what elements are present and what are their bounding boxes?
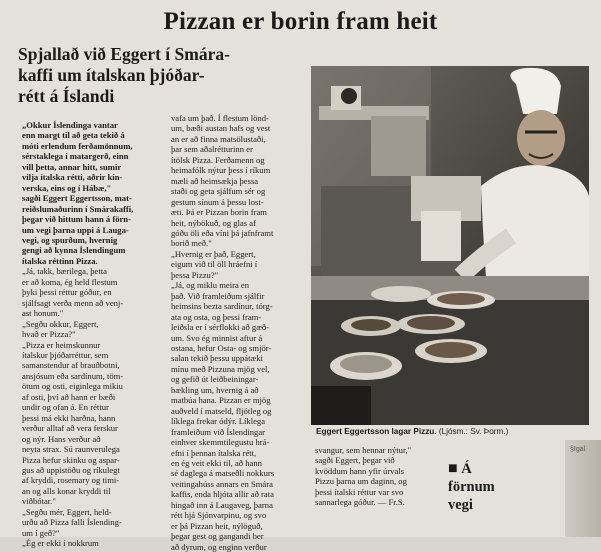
text-line: þegar við hittum hann á förn- xyxy=(22,214,131,225)
text-line: ansjósum eða sardínum, töm- xyxy=(22,370,124,381)
text-line: hingað inn á Laugaveg, þarna xyxy=(171,499,273,510)
text-line: er þá Pizzan heit, nýlöguð, xyxy=(171,520,263,531)
text-line: gengi að kynna Íslendingum xyxy=(22,245,126,256)
text-line: góðu öli eða víni þá jafnframt xyxy=(171,227,274,238)
headline: Pizzan er borin fram heit xyxy=(163,8,438,35)
text-line: af osti, því að hann er bæði xyxy=(22,391,116,402)
text-line: sagði Eggert, þegar við xyxy=(315,455,395,466)
text-line: vafa um það. Í flestum lönd- xyxy=(171,113,269,123)
text-line: sérstaklega í matargerð, einn xyxy=(22,151,129,162)
text-line: „Já, takk, bærilega, þetta xyxy=(22,266,107,277)
text-line: Pizza hefur skinku og aspar- xyxy=(22,454,120,465)
article-column-3 xyxy=(315,445,450,508)
text-line: þegar gest og gangandi ber xyxy=(171,531,264,542)
text-line: heimsins bezta sardínur, tórg- xyxy=(171,301,273,312)
text-line: vilja ítalska rétti, aðrir kín- xyxy=(22,172,123,183)
text-line: en ég veit ekki til, að hann xyxy=(171,457,262,468)
text-line: að dyrum, og enginn verður xyxy=(171,541,267,552)
text-line: æti. Þá er Pizzan borin fram xyxy=(171,207,267,218)
text-line: líklega frekar ódýr. Líklega xyxy=(171,416,266,427)
text-line: „Pizza er heimskunnur xyxy=(22,339,101,350)
text-line: veitingahúss annars en Smára xyxy=(171,478,273,489)
photo-caption xyxy=(316,427,601,436)
text-line: og gefið út leiðbeiningar- xyxy=(171,374,259,385)
text-line: reiðslumaðurinn í Smárakaffi, xyxy=(22,203,134,214)
text-line: hvað er Pizza?" xyxy=(22,329,76,340)
text-line: ítölsk Pizza. Ferðamenn og xyxy=(171,154,265,165)
caption-name: Eggert Eggertsson lagar Pizzu. xyxy=(316,427,437,436)
text-line: sannarlega góður. — Fr.S. xyxy=(315,497,405,508)
text-line: ötum og osti, eiginlega mikiu xyxy=(22,381,123,392)
text-line: gus að uppistöðu og ríkulegt xyxy=(22,464,120,475)
text-line: viðbótar." xyxy=(22,496,56,507)
text-line: vill þetta, annar hitt, sumir xyxy=(22,161,122,172)
subhead-line: rétt á Íslandi xyxy=(18,86,115,106)
text-line: rétt hjá Sjónvarpinu, og svo xyxy=(171,510,267,521)
text-line: salan tekið þessu uppátæki xyxy=(171,353,263,364)
text-line: mínu með Pizzuna mjög vel, xyxy=(171,363,270,374)
subhead-line: kaffi um ítalskan þjóðar- xyxy=(18,65,205,85)
text-line: framleiðum við Íslendingar xyxy=(171,426,266,437)
text-line: þessi má ekki harðna, hann xyxy=(22,412,116,423)
adjacent-clipping-text: §Igal xyxy=(570,446,586,453)
text-line: „Ég er ekki í nokkrum xyxy=(22,538,99,549)
text-line: leiðsla er í sérflokki að gæð- xyxy=(171,322,270,333)
text-line: staði og geta sjálfum sér og xyxy=(171,186,266,197)
text-line: og nýr. Hans verður að xyxy=(22,433,101,444)
text-line: heit, nýbökuð, og glas af xyxy=(171,217,256,228)
box-word: förnum xyxy=(448,479,495,495)
text-line: móti erlendum ferðamönnum, xyxy=(22,140,133,151)
text-line: gestum sínum á þessu lost- xyxy=(171,196,264,207)
subhead-line: Spjallað við Eggert í Smára- xyxy=(18,44,230,64)
text-line: kvöddum hann yfir úrvals xyxy=(315,465,405,476)
text-line: ata og osta, og þessi fram- xyxy=(171,311,262,322)
text-line: einhver skemmtilegustu hrá- xyxy=(171,437,270,448)
box-word: vegi xyxy=(448,497,473,513)
text-line: an er að finna matsölustaði, xyxy=(171,133,266,144)
text-line: Pizzu þarna um daginn, og xyxy=(315,476,407,487)
text-line: borið með." xyxy=(171,238,212,249)
text-line: „Segðu mér, Eggert, held- xyxy=(22,506,112,517)
text-line: ostana, hefur Osta- og smjör- xyxy=(171,342,272,353)
text-line: neyta strax. Sú raunverulega xyxy=(22,444,120,455)
text-line: svangur, sem hennar nýtur," xyxy=(315,445,412,455)
text-line: urðu að Pizza falli Íslending- xyxy=(22,517,122,528)
bullet-icon: ■ xyxy=(448,460,458,477)
text-line: þar sem aðalrétturinn er xyxy=(171,144,253,155)
box-word: Á xyxy=(461,461,472,477)
text-line: eigum við til öll hráefni í xyxy=(171,259,258,270)
text-line: sé daglega á matseðli nokkurs xyxy=(171,468,275,479)
text-line: heimafólk nýtur þess í ríkum xyxy=(171,165,271,176)
text-line: sjálfsagt verða menn að venj- xyxy=(22,297,124,308)
text-line: enn margt til að geta tekið á xyxy=(22,130,125,141)
text-line: verður alltaf að vera ferskur xyxy=(22,423,118,434)
text-line: vegi, og spurðum, hvernig xyxy=(22,234,118,245)
article-column-2 xyxy=(171,113,311,552)
text-line: af kryddi, rosemary og timi- xyxy=(22,475,120,486)
text-line: verska, eins og í Hábæ," xyxy=(22,182,112,193)
text-line: auðveld í matseld, fljótleg og xyxy=(171,405,272,416)
text-line: það. Við framleiðum sjálfir xyxy=(171,290,265,301)
text-line: sagði Eggert Eggertsson, mat- xyxy=(22,193,132,204)
text-line: bækling um, hvernig á að xyxy=(171,384,259,395)
text-line: ast honum." xyxy=(22,308,64,319)
text-line: er að koma, ég held flestum xyxy=(22,276,118,287)
text-line: ítalskur þjóðarréttur, sem xyxy=(22,349,109,360)
text-line: undir og ofan á. En réttur xyxy=(22,402,109,413)
text-line: mæli að heimsækja þessa xyxy=(171,175,259,186)
text-line: um í geð?" xyxy=(22,527,60,538)
column-label-box xyxy=(448,460,508,514)
text-line: efni í þennan ítalska rétt, xyxy=(171,447,257,458)
adjacent-clipping-edge xyxy=(565,440,601,537)
text-line: þessa Pizzu?" xyxy=(171,269,219,280)
article-column-1 xyxy=(22,120,162,549)
text-line: „Segðu okkur, Eggert, xyxy=(22,318,99,329)
subheadline xyxy=(18,44,318,107)
caption-credit: (Ljósm.: Sv. Þorm.) xyxy=(438,427,509,436)
text-line: þyki þessi réttur góður, en xyxy=(22,287,112,298)
text-line: matbúa hana. Pizzan er mjög xyxy=(171,395,271,406)
text-line: kaffis, enda hljóta allir að rata xyxy=(171,489,274,500)
text-line: ítalska réttinn Pizza. xyxy=(22,255,98,266)
text-line: þessi ítalski réttur var svo xyxy=(315,486,404,497)
text-line: um. Svo ég minnist aftur á xyxy=(171,332,263,343)
text-line: um vegi þarna uppi á Lauga- xyxy=(22,224,129,235)
text-line: „Okkur Íslendinga vantar xyxy=(22,120,118,130)
chef-photo xyxy=(311,66,589,425)
text-line: „Já, og miklu meira en xyxy=(171,280,250,291)
text-line: an og alls konar kryddi til xyxy=(22,485,111,496)
text-line: „Hvernig er það, Eggert, xyxy=(171,248,256,259)
text-line: samanstendur af brauðbotni, xyxy=(22,360,120,371)
text-line: um, bæði austan hafs og vest xyxy=(171,123,271,134)
photo-illustration xyxy=(311,66,589,425)
